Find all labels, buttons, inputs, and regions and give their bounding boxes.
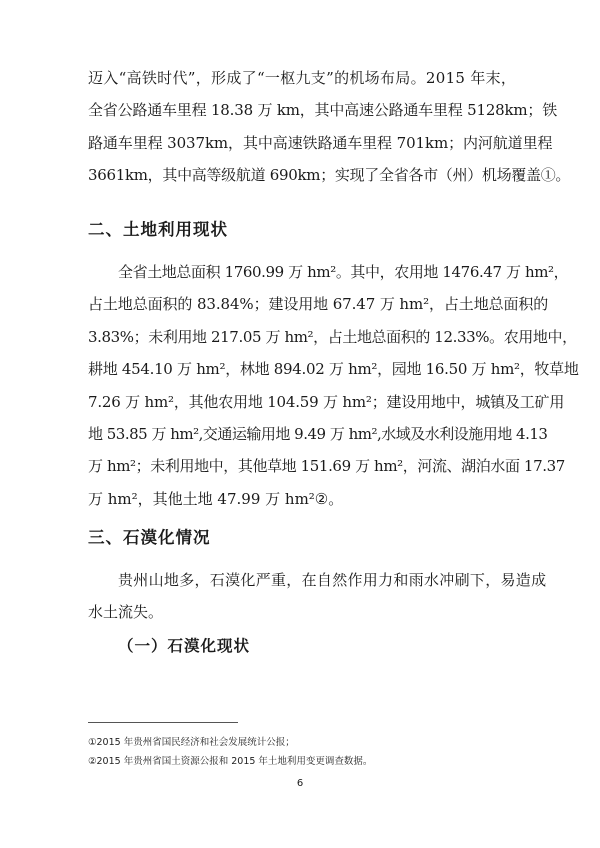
subsection-heading-status: （一）石漠化现状 xyxy=(118,637,251,655)
text-line: 迈入“高铁时代”，形成了“一枢九支”的机场布局。2015 年末， xyxy=(88,69,517,87)
text-line: 路通车里程 3037km，其中高速铁路通车里程 701km；内河航道里程 xyxy=(88,133,553,152)
paragraph-transport xyxy=(88,62,571,192)
text-line: 7.26 万 hm²，其他农用地 104.59 万 hm²；建设用地中，城镇及工矿用 xyxy=(88,392,565,411)
paragraph-desertification xyxy=(88,564,547,629)
section-heading-land-use: 二、土地利用现状 xyxy=(88,220,228,239)
text-line: 3.83%；未利用地 217.05 万 hm²，占土地总面积的 12.33%。农用地中， xyxy=(88,327,577,346)
text-line: 全省公路通车里程 18.38 万 km，其中高速公路通车里程 5128km；铁 xyxy=(88,101,558,120)
footnote-divider xyxy=(88,722,238,723)
footnote-1: ①2015 年贵州省国民经济和社会发展统计公报； xyxy=(88,737,295,748)
text-line: 耕地 454.10 万 hm²，林地 894.02 万 hm²，园地 16.50 万 hm²，牧草地 xyxy=(88,360,579,379)
text-line: 万 hm²，其他土地 47.99 万 hm²②。 xyxy=(88,489,344,508)
page-number: 6 xyxy=(296,778,304,789)
text-line: 水土流失。 xyxy=(88,603,164,622)
text-line: 地 53.85 万 hm²,交通运输用地 9.49 万 hm²,水域及水利设施用地 4.13 xyxy=(88,425,548,444)
text-line: 3661km，其中高等级航道 690km；实现了全省各市（州）机场覆盖①。 xyxy=(88,166,571,185)
text-line: 贵州山地多，石漠化严重，在自然作用力和雨水冲刷下，易造成 xyxy=(118,571,547,589)
text-line: 全省土地总面积 1760.99 万 hm²。其中，农用地 1476.47 万 hm²， xyxy=(118,263,569,281)
footnote-2: ②2015 年贵州省国土资源公报和 2015 年土地利用变更调查数据。 xyxy=(88,756,373,767)
section-heading-desertification: 三、石漠化情况 xyxy=(88,528,211,547)
paragraph-land-use xyxy=(88,256,579,515)
text-line: 占土地总面积的 83.84%；建设用地 67.47 万 hm²，占土地总面积的 xyxy=(88,295,549,314)
text-line: 万 hm²；未利用地中，其他草地 151.69 万 hm²，河流、湖泊水面 17.37 xyxy=(88,457,565,476)
